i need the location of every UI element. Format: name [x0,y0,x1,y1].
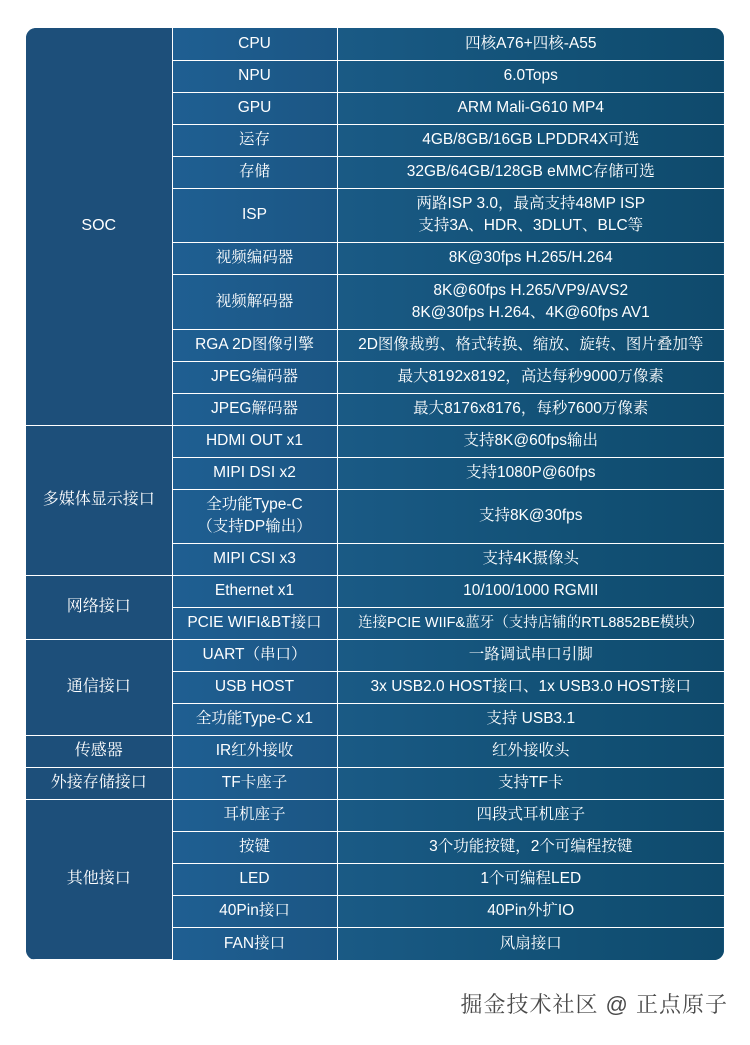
value-cell: 8K@30fps H.265/H.264 [337,242,724,274]
value-cell: 连接PCIE WIIF&蓝牙（支持店铺的RTL8852BE模块） [337,607,724,639]
table-row [26,425,724,457]
spec-table [26,28,724,960]
feature-cell: CPU [172,28,337,60]
feature-cell: USB HOST [172,671,337,703]
feature-cell: IR红外接收 [172,735,337,767]
table-row [26,767,724,799]
value-cell: 支持4K摄像头 [337,543,724,575]
table-row [26,735,724,767]
value-line: 支持3A、HDR、3DLUT、BLC等 [418,217,644,235]
category-comm: 通信接口 [26,639,172,735]
value-cell: 支持8K@30fps [337,489,724,543]
category-network: 网络接口 [26,575,172,639]
value-cell: 3个功能按键，2个可编程按键 [337,831,724,863]
value-cell: 2D图像裁剪、格式转换、缩放、旋转、图片叠加等 [337,329,724,361]
value-cell: 一路调试串口引脚 [337,639,724,671]
feature-cell: UART（串口） [172,639,337,671]
feature-cell: JPEG解码器 [172,393,337,425]
feature-cell: 视频编码器 [172,242,337,274]
feature-cell: TF卡座子 [172,767,337,799]
feature-cell: MIPI CSI x3 [172,543,337,575]
value-cell: 3x USB2.0 HOST接口、1x USB3.0 HOST接口 [337,671,724,703]
feature-cell [172,489,337,543]
feature-cell: 运存 [172,124,337,156]
value-cell: 四核A76+四核-A55 [337,28,724,60]
value-line: 8K@30fps H.264、4K@60fps AV1 [411,303,650,321]
feature-cell: 40Pin接口 [172,895,337,927]
feature-cell: MIPI DSI x2 [172,457,337,489]
feature-cell: GPU [172,92,337,124]
feature-cell: 全功能Type-C x1 [172,703,337,735]
value-cell: ARM Mali-G610 MP4 [337,92,724,124]
spec-grid [26,28,724,960]
category-other: 其他接口 [26,799,172,959]
feature-cell: 按键 [172,831,337,863]
value-cell: 支持1080P@60fps [337,457,724,489]
value-line: 两路ISP 3.0，最高支持48MP ISP [416,195,646,213]
feature-cell: LED [172,863,337,895]
category-soc: SOC [26,28,172,425]
feature-cell: JPEG编码器 [172,361,337,393]
value-cell [337,274,724,329]
value-cell: 最大8192x8192，高达每秒9000万像素 [337,361,724,393]
feature-line: 全功能Type-C [206,496,303,514]
feature-cell: NPU [172,60,337,92]
value-cell: 支持8K@60fps输出 [337,425,724,457]
feature-cell: 耳机座子 [172,799,337,831]
value-cell: 最大8176x8176，每秒7600万像素 [337,393,724,425]
value-cell: 支持TF卡 [337,767,724,799]
table-row [26,639,724,671]
value-cell: 6.0Tops [337,60,724,92]
feature-cell: 视频解码器 [172,274,337,329]
value-cell: 支持 USB3.1 [337,703,724,735]
value-cell: 32GB/64GB/128GB eMMC存储可选 [337,156,724,188]
watermark: 掘金技术社区 @ 正点原子 [460,992,728,1017]
feature-cell: ISP [172,188,337,242]
table-row [26,799,724,831]
value-cell: 10/100/1000 RGMII [337,575,724,607]
value-line: 8K@60fps H.265/VP9/AVS2 [433,281,629,299]
feature-cell: 存储 [172,156,337,188]
table-row [26,28,724,60]
table-row [26,575,724,607]
feature-cell: FAN接口 [172,927,337,959]
value-cell: 1个可编程LED [337,863,724,895]
category-sensor: 传感器 [26,735,172,767]
feature-cell: RGA 2D图像引擎 [172,329,337,361]
feature-line: （支持DP输出） [197,518,312,536]
value-cell: 红外接收头 [337,735,724,767]
category-multimedia: 多媒体显示接口 [26,425,172,575]
value-cell: 4GB/8GB/16GB LPDDR4X可选 [337,124,724,156]
value-cell [337,188,724,242]
value-cell: 四段式耳机座子 [337,799,724,831]
value-cell: 风扇接口 [337,927,724,959]
feature-cell: PCIE WIFI&BT接口 [172,607,337,639]
category-storage: 外接存储接口 [26,767,172,799]
feature-cell: Ethernet x1 [172,575,337,607]
feature-cell: HDMI OUT x1 [172,425,337,457]
value-cell: 40Pin外扩IO [337,895,724,927]
